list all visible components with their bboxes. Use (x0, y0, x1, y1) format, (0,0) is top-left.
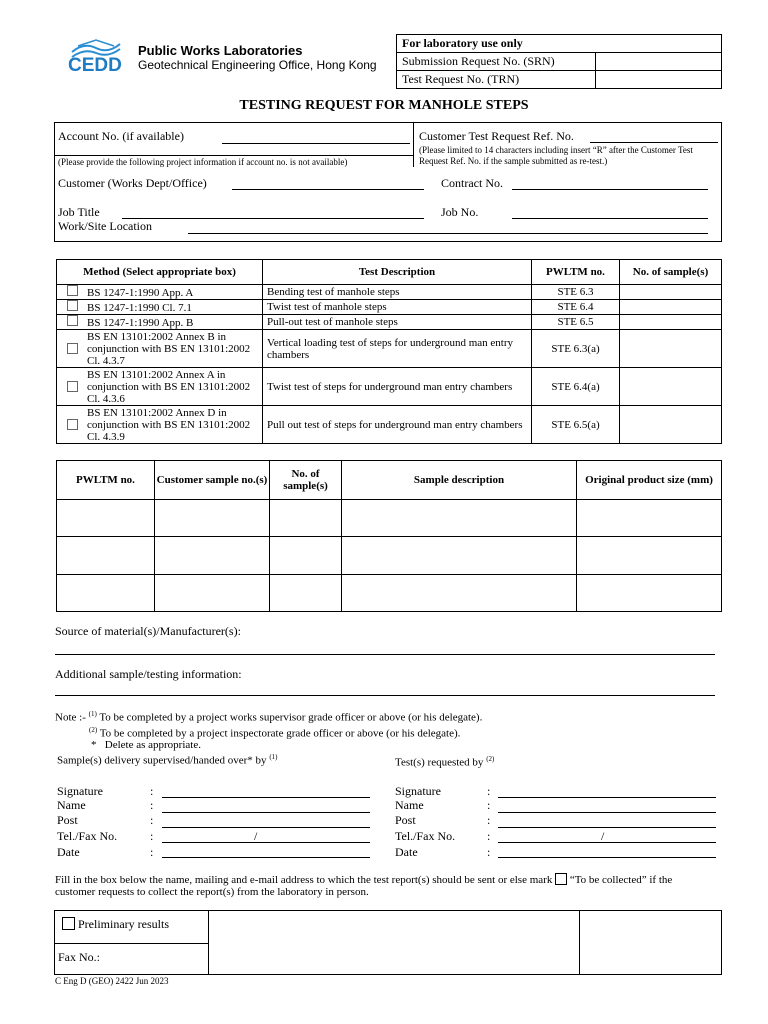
tel-fax-slash: / (601, 829, 605, 843)
left-title-text: Sample(s) delivery supervised/handed over* by (57, 754, 267, 767)
left-tel-label: Tel./Fax No. (57, 829, 118, 843)
account-divider (55, 155, 414, 156)
sample-count-cell[interactable] (620, 285, 722, 300)
method-text: BS EN 13101:2002 Annex A in conjunction with BS EN 13101:2002 Cl. 4.3.6 (87, 368, 251, 405)
project-note: (Please provide the following project information if account no. is not available) (58, 157, 348, 167)
preliminary-row (62, 917, 169, 932)
pwltm-no: STE 6.4(a) (532, 368, 620, 406)
report-divider-left (208, 910, 209, 975)
note-1-sup: (1) (88, 710, 97, 718)
fax-label: Fax No.: (58, 950, 100, 964)
sample-row (57, 537, 722, 575)
notes-block (55, 708, 482, 751)
note-1 (55, 708, 482, 724)
ref-input[interactable] (590, 142, 718, 143)
left-signature-title (57, 753, 277, 767)
account-label: Account No. (if available) (58, 129, 184, 143)
fill-text-3: customer requests to collect the report(s) from the laboratory in person. (55, 886, 369, 898)
sample-count-header: No. of sample(s) (270, 461, 342, 500)
job-title-label: Job Title (58, 205, 100, 219)
job-no-label: Job No. (441, 205, 479, 219)
sample-cell[interactable] (577, 500, 722, 537)
page-title: TESTING REQUEST FOR MANHOLE STEPS (239, 98, 529, 113)
method-row (57, 330, 722, 368)
srn-field[interactable] (596, 53, 722, 71)
job-no-input[interactable] (512, 218, 708, 219)
note-3-star: * (91, 739, 97, 752)
method-checkbox[interactable] (67, 300, 78, 311)
srn-label: Submission Request No. (SRN) (397, 53, 596, 71)
to-be-collected-checkbox[interactable] (555, 873, 567, 885)
colon: : (487, 798, 491, 812)
location-label: Work/Site Location (58, 219, 153, 233)
fill-text-1: Fill in the box below the name, mailing and e-mail address to which the test report(s) should be sent or else mark (55, 874, 553, 886)
note-1-text: To be completed by a project works supervisor grade officer or above (or his delegate). (99, 711, 483, 724)
method-checkbox[interactable] (67, 419, 78, 430)
report-divider-right (579, 910, 580, 975)
colon: : (487, 784, 491, 798)
left-name-input[interactable] (162, 812, 370, 813)
additional-input[interactable] (55, 695, 715, 696)
colon: : (150, 784, 154, 798)
sample-count-cell[interactable] (620, 406, 722, 444)
sample-cell[interactable] (342, 575, 577, 612)
logo-text: CEDD (68, 55, 122, 76)
right-post-input[interactable] (498, 827, 716, 828)
method-checkbox[interactable] (67, 343, 78, 354)
pwltm-no: STE 6.4 (532, 300, 620, 315)
method-text: BS 1247-1:1990 App. A (87, 287, 194, 299)
lab-use-title: For laboratory use only (397, 35, 722, 53)
right-signature-input[interactable] (498, 797, 716, 798)
product-size-header: Original product size (mm) (577, 461, 722, 500)
method-col-header: Method (Select appropriate box) (57, 260, 263, 285)
colon: : (150, 845, 154, 859)
right-post-label: Post (395, 813, 416, 827)
sample-cell[interactable] (155, 500, 270, 537)
location-input[interactable] (188, 233, 708, 234)
sample-row (57, 500, 722, 537)
ref-divider (413, 123, 414, 167)
colon: : (150, 829, 154, 843)
fill-instructions-line1 (55, 873, 672, 886)
method-text: BS EN 13101:2002 Annex B in conjunction with BS EN 13101:2002 Cl. 4.3.7 (87, 330, 251, 367)
pwltm-no: STE 6.5 (532, 315, 620, 330)
right-title-text: Test(s) requested by (395, 756, 484, 769)
customer-label: Customer (Works Dept/Office) (58, 176, 207, 190)
right-date-input[interactable] (498, 857, 716, 858)
sample-cell[interactable] (57, 500, 155, 537)
pwltm-no: STE 6.3(a) (532, 330, 620, 368)
additional-label: Additional sample/testing information: (55, 667, 242, 681)
sample-count-cell[interactable] (620, 330, 722, 368)
samples-header-row (57, 461, 722, 500)
right-title-sup: (2) (486, 755, 495, 763)
source-label: Source of material(s)/Manufacturer(s): (55, 624, 241, 638)
note-2-sup: (2) (89, 725, 98, 734)
right-tel-input[interactable] (498, 842, 716, 843)
samples-table (56, 460, 722, 612)
left-post-input[interactable] (162, 827, 370, 828)
left-date-input[interactable] (162, 857, 370, 858)
right-date-label: Date (395, 845, 418, 859)
right-name-label: Name (395, 798, 424, 812)
colon: : (487, 813, 491, 827)
sample-count-cell[interactable] (620, 315, 722, 330)
sample-description-header: Sample description (342, 461, 577, 500)
test-description: Pull out test of steps for underground man entry chambers (263, 406, 532, 444)
lab-name: Public Works Laboratories (138, 43, 303, 58)
sample-row (57, 575, 722, 612)
contract-label: Contract No. (441, 176, 503, 190)
method-text: BS 1247-1:1990 Cl. 7.1 (87, 302, 192, 314)
right-tel-label: Tel./Fax No. (395, 829, 456, 843)
right-name-input[interactable] (498, 812, 716, 813)
colon: : (487, 829, 491, 843)
address-field[interactable] (210, 912, 578, 972)
sample-cell[interactable] (270, 575, 342, 612)
sample-cell[interactable] (342, 537, 577, 575)
test-description: Bending test of manhole steps (263, 285, 532, 300)
trn-label: Test Request No. (TRN) (397, 71, 596, 89)
left-tel-input[interactable] (162, 842, 370, 843)
pwltm-no: STE 6.5(a) (532, 406, 620, 444)
method-checkbox[interactable] (67, 381, 78, 392)
pwltm-no: STE 6.3 (532, 285, 620, 300)
left-name-label: Name (57, 798, 86, 812)
contract-input[interactable] (512, 189, 708, 190)
sample-cell[interactable] (155, 537, 270, 575)
job-title-input[interactable] (122, 218, 424, 219)
tel-fax-slash: / (254, 829, 258, 843)
left-signature-input[interactable] (162, 797, 370, 798)
pwltm-header: PWLTM no. (57, 461, 155, 500)
sample-count-cell[interactable] (620, 368, 722, 406)
test-description: Twist test of manhole steps (263, 300, 532, 315)
left-date-label: Date (57, 845, 80, 859)
samples-col-header: No. of sample(s) (620, 260, 722, 285)
method-text: BS 1247-1:1990 App. B (87, 317, 194, 329)
sample-cell[interactable] (155, 575, 270, 612)
test-description: Vertical loading test of steps for underground man entry chambers (263, 330, 532, 368)
form-footer: C Eng D (GEO) 2422 Jun 2023 (55, 976, 169, 986)
ref-label: Customer Test Request Ref. No. (419, 129, 574, 143)
sample-count-cell[interactable] (620, 300, 722, 315)
sample-cell[interactable] (270, 500, 342, 537)
methods-header-row (57, 260, 722, 285)
trn-field[interactable] (596, 71, 722, 89)
customer-input[interactable] (232, 189, 424, 190)
note-3-text: Delete as appropriate. (104, 739, 201, 752)
email-field[interactable] (581, 912, 720, 972)
left-post-label: Post (57, 813, 78, 827)
method-row (57, 368, 722, 406)
sample-cell[interactable] (577, 537, 722, 575)
sample-cell[interactable] (57, 537, 155, 575)
source-input[interactable] (55, 654, 715, 655)
sample-cell[interactable] (577, 575, 722, 612)
method-row (57, 300, 722, 315)
fill-text-2: “To be collected” if the (569, 874, 673, 886)
method-row (57, 406, 722, 444)
report-divider-mid (55, 943, 208, 944)
pwltm-col-header: PWLTM no. (532, 260, 620, 285)
account-input[interactable] (222, 143, 410, 144)
preliminary-checkbox[interactable] (62, 917, 75, 930)
method-row (57, 315, 722, 330)
method-checkbox[interactable] (67, 315, 78, 326)
test-description: Pull-out test of manhole steps (263, 315, 532, 330)
sample-cell[interactable] (57, 575, 155, 612)
right-signature-label: Signature (395, 784, 441, 798)
methods-table (56, 259, 722, 444)
note-prefix: Note :- (55, 711, 86, 724)
ref-note: (Please limited to 14 characters including insert “R” after the Customer Test Request Ref. No. if the sample submitted as re-test.) (419, 145, 693, 166)
colon: : (150, 798, 154, 812)
note-3 (55, 739, 482, 751)
note-2-text: To be completed by a project inspectorate grade officer or above (or his delegate). (99, 727, 461, 740)
colon: : (150, 813, 154, 827)
test-description: Twist test of steps for underground man entry chambers (263, 368, 532, 406)
right-signature-title (395, 755, 494, 769)
customer-sample-header: Customer sample no.(s) (155, 461, 270, 500)
method-text: BS EN 13101:2002 Annex D in conjunction with BS EN 13101:2002 Cl. 4.3.9 (87, 406, 251, 443)
sample-cell[interactable] (342, 500, 577, 537)
colon: : (487, 845, 491, 859)
method-row (57, 285, 722, 300)
method-checkbox[interactable] (67, 285, 78, 296)
note-2 (55, 724, 482, 740)
sample-cell[interactable] (270, 537, 342, 575)
cedd-logo (68, 38, 124, 80)
office-name: Geotechnical Engineering Office, Hong Kong (138, 58, 377, 72)
desc-col-header: Test Description (263, 260, 532, 285)
lab-use-table (396, 34, 722, 89)
preliminary-label: Preliminary results (78, 917, 169, 931)
left-title-sup: (1) (269, 753, 278, 761)
left-signature-label: Signature (57, 784, 103, 798)
